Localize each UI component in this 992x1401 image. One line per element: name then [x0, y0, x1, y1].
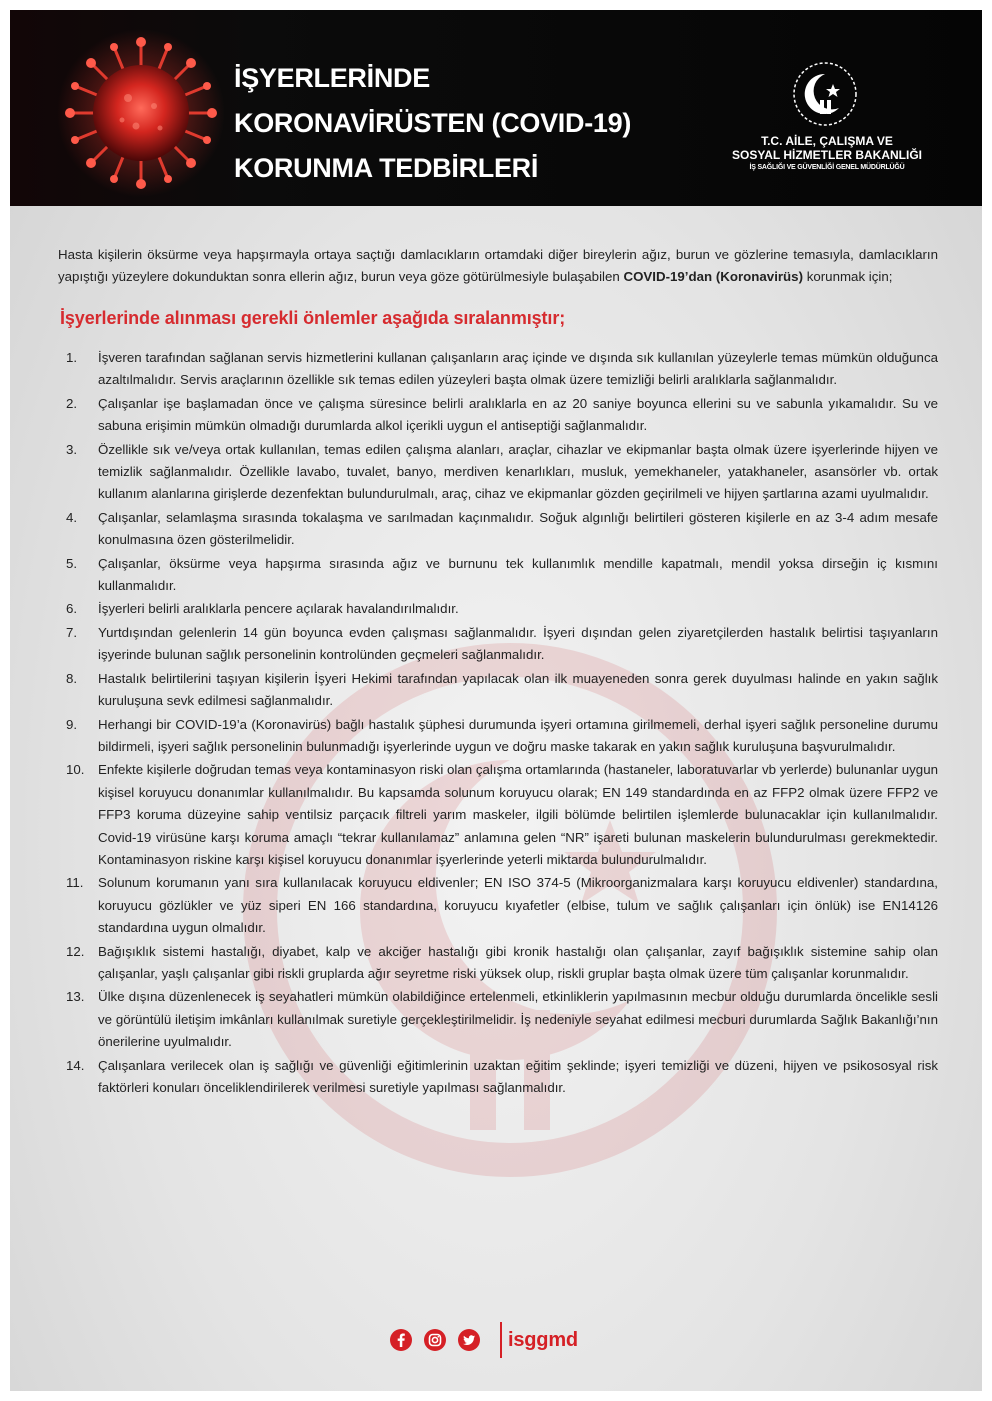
title-line-3: KORUNMA TEDBİRLERİ: [234, 153, 539, 183]
list-item: [58, 507, 938, 552]
title-line-2: KORONAVİRÜSTEN (COVID-19): [234, 108, 632, 138]
footer-divider: [500, 1322, 502, 1358]
item-number: 10.: [66, 762, 85, 778]
title-line-1: İŞYERLERİNDE: [234, 63, 430, 93]
item-number: 5.: [66, 555, 78, 571]
item-number: 3.: [66, 441, 78, 457]
coronavirus-icon: [56, 28, 226, 198]
list-item: [58, 872, 938, 939]
twitter-icon[interactable]: [458, 1329, 480, 1351]
list-item: [58, 759, 938, 871]
item-number: 4.: [66, 509, 78, 525]
item-number: 1.: [66, 350, 78, 365]
main-content: [58, 244, 938, 1100]
list-item: [58, 439, 938, 506]
ministry-line-1: T.C. AİLE, ÇALIŞMA VE: [761, 134, 893, 148]
ministry-line-2: SOSYAL HİZMETLER BAKANLIĞI: [731, 148, 922, 162]
item-text: Çalışanlara verilecek olan iş sağlığı ve güvenliği eğitimlerinin uzaktan eğitim şeklinde; işyeri temizliği ve düzeni, hijyen ve psikososyal risk faktörleri konuları önceliklendirilerek verilmesi suretiyle yapılması sağlanmalıdır.: [98, 1057, 938, 1095]
list-item: [58, 1055, 938, 1100]
list-item: [58, 622, 938, 667]
item-number: 7.: [66, 624, 78, 640]
ministry-emblem-icon: [791, 60, 859, 128]
list-item: [58, 553, 938, 598]
item-text: Çalışanlar işe başlamadan önce ve çalışma süresince belirli aralıklarla en az 20 saniye boyunca ellerini su ve sabunla yıkamalıdır. Su ve sabuna erişimin mümkün olmadığı durumlarda alkol içerikli uygun el antiseptiği sağlanmalıdır.: [98, 395, 938, 434]
item-text: Yurtdışından gelenlerin 14 gün boyunca evden çalışması sağlanmalıdır. İşyeri dışından gelen ziyaretçilerden hastalık belirtisi taşıyanların işyerinde bulunan sağlık personelinin kontrolünden geçmeleri sağlanmalıdır.: [98, 624, 938, 663]
item-number: 2.: [66, 395, 78, 411]
list-item: [58, 393, 938, 438]
list-item: [58, 668, 938, 713]
measures-list: [58, 347, 938, 1099]
list-item: [58, 347, 938, 392]
item-text: İşyerleri belirli aralıklarla pencere açılarak havalandırılmalıdır.: [98, 601, 459, 617]
page-title: [234, 56, 714, 191]
intro-text-before: Hasta kişilerin öksürme veya hapşırmayla ortaya saçtığı damlacıkların ortamdaki diğer bireylerin ağız, burun ve gözlerine temasıyla, damlacıkların yapıştığı yüzeylere dokunduktan sonra ellerin ağız, burun veya göze götürülmesiyle bulaşabilen: [58, 247, 938, 284]
item-text: Solunum korumanın yanı sıra kullanılacak koruyucu eldivenler; EN ISO 374-5 (Mikroorganizmalara karşı koruyucu eldivenler) standardına, koruyucu gözlükler ve yüz siperi EN 166 standardına, koruyucu kıyafetler (elbise, tulum ve sağlık çalışanları için önlük) ise EN14126 standardına uygun olmalıdır.: [98, 875, 938, 936]
item-text: Çalışanlar, selamlaşma sırasında tokalaşma ve sarılmadan kaçınmalıdır. Soğuk algınlığı belirtileri gösteren kişilerle en az 3-4 adım mesafe konulmasına özen gösterilmelidir.: [98, 509, 938, 548]
item-number: 8.: [66, 670, 78, 686]
facebook-icon[interactable]: [390, 1329, 412, 1351]
item-number: 13.: [66, 989, 85, 1005]
item-number: 11.: [66, 875, 84, 891]
item-number: 9.: [66, 716, 78, 732]
item-text: Bağışıklık sistemi hastalığı, diyabet, kalp ve akciğer hastalığı gibi kronik hastalığı olan çalışanlar, zayıf bağışıklık sistemine sahip olan çalışanlar, yaşlı çalışanlar gibi riskli gruplarda ağır seyretme riski yüksek olup, riskli gruplar başta olmak üzere tüm çalışanlar korunmalıdır.: [98, 943, 938, 981]
section-heading: İşyerlerinde alınması gerekli önlemler aşağıda sıralanmıştır;: [60, 308, 566, 328]
item-text: Hastalık belirtilerini taşıyan kişilerin İşyeri Hekimi tarafından yapılacak olan ilk muayeneden sonra gerek duyulması halinde en yakın sağlık kuruluşuna sevk edilmesi sağlanmalıdır.: [98, 670, 938, 709]
item-text: İşveren tarafından sağlanan servis hizmetlerini kullanan çalışanların araç içinde ve dışında sık kullanılan yüzeylerle temas mümkün olduğunca azaltılmalıdır. Servis araçlarının özellikle sık temas edilen yüzeyleri başta olmak üzere temizliği belirli aralıklarla sağlanmalıdır.: [98, 350, 938, 388]
ministry-line-3: İŞ SAĞLIĞI VE GÜVENLİĞİ GENEL MÜDÜRLÜĞÜ: [749, 164, 905, 171]
intro-text-after: korunmak için;: [803, 269, 893, 284]
item-number: 6.: [66, 601, 78, 617]
list-item: [58, 714, 938, 759]
item-text: Enfekte kişilerle doğrudan temas veya kontaminasyon riski olan çalışma ortamlarında (hastaneler, laboratuvarlar vb yerlerde) bulunanlar uygun kişisel koruyucu donanımlar kullanılmalıdır. Bu kapsamda solunum koruyucu olarak; EN 149 standardında en az FFP2 olmak üzere FFP2 ve FFP3 koruma düzeyine sahip ventilsiz parçacık filtreli yarım maskeler, ilgili bölümde belirtilen işlemlerde bulunacaklar için kullanılmalıdır. Covid-19 virüsüne karşı koruma amaçlı “tekrar kullanılamaz” anlamına gelen “NR” işareti bulunan maskelerin bulundurulması gerekmektedir. Kontaminasyon riskine karşı kişisel koruyucu donanımlar işyerlerinde yeterli miktarda bulundurulmalıdır.: [98, 762, 938, 867]
intro-bold: COVID-19’dan (Koronavirüs): [623, 269, 804, 284]
ministry-name: [692, 134, 962, 173]
social-handle[interactable]: isggmd: [508, 1329, 578, 1351]
item-text: Herhangi bir COVID-19’a (Koronavirüs) bağlı hastalık şüphesi durumunda işyeri ortamına girilmemeli, derhal işyeri sağlık personeline durumu bildirmeli, işyeri sağlık personelinin bulunmadığı işyerlerinde uygun ve doğru maske takarak en yakın sağlık kuruluşuna başvurulmalıdır.: [98, 716, 938, 754]
list-item: [58, 598, 938, 620]
list-item: [58, 941, 938, 986]
item-number: 14.: [66, 1057, 85, 1073]
instagram-icon[interactable]: [424, 1329, 446, 1351]
header-banner: [10, 10, 982, 206]
intro-paragraph: [58, 244, 938, 288]
item-number: 12.: [66, 943, 85, 959]
list-item: [58, 986, 938, 1053]
item-text: Ülke dışına düzenlenecek iş seyahatleri mümkün olabildiğince ertelenmeli, etkinliklerin yapılmasının mecbur olduğu durumlarda öncelikle sesli ve görüntülü iletişim imkânları kullanılmak suretiyle gerçekleştirilmelidir. İş nedeniyle seyahat edilmesi mecburi durumlarda Sağlık Bakanlığı’nın önerilerine uyulmalıdır.: [98, 989, 938, 1050]
item-text: Özellikle sık ve/veya ortak kullanılan, temas edilen çalışma alanları, araçlar, cihazlar ve ekipmanlar başta olmak üzere işyerlerinde hijyen ve temizlik sağlanmalıdır. Özellikle lavabo, tuvalet, banyo, merdiven kenarlıkları, musluk, yemekhaneler, yatakhaneler, asansörler vb. ortak kullanım alanlarına girişlerde dezenfektan bulundurulmalı, araç, cihaz ve ekipmanlar gözden geçirilmeli ve hijyen şartlarına azami uyulmalıdır.: [98, 441, 938, 502]
poster-page: [10, 10, 982, 1391]
item-text: Çalışanlar, öksürme veya hapşırma sırasında ağız ve burnunu tek kullanımlık mendille kapatmalı, mendil yoksa dirseğin iç kısmını kullanmalıdır.: [98, 555, 938, 594]
social-footer: [390, 1322, 630, 1358]
